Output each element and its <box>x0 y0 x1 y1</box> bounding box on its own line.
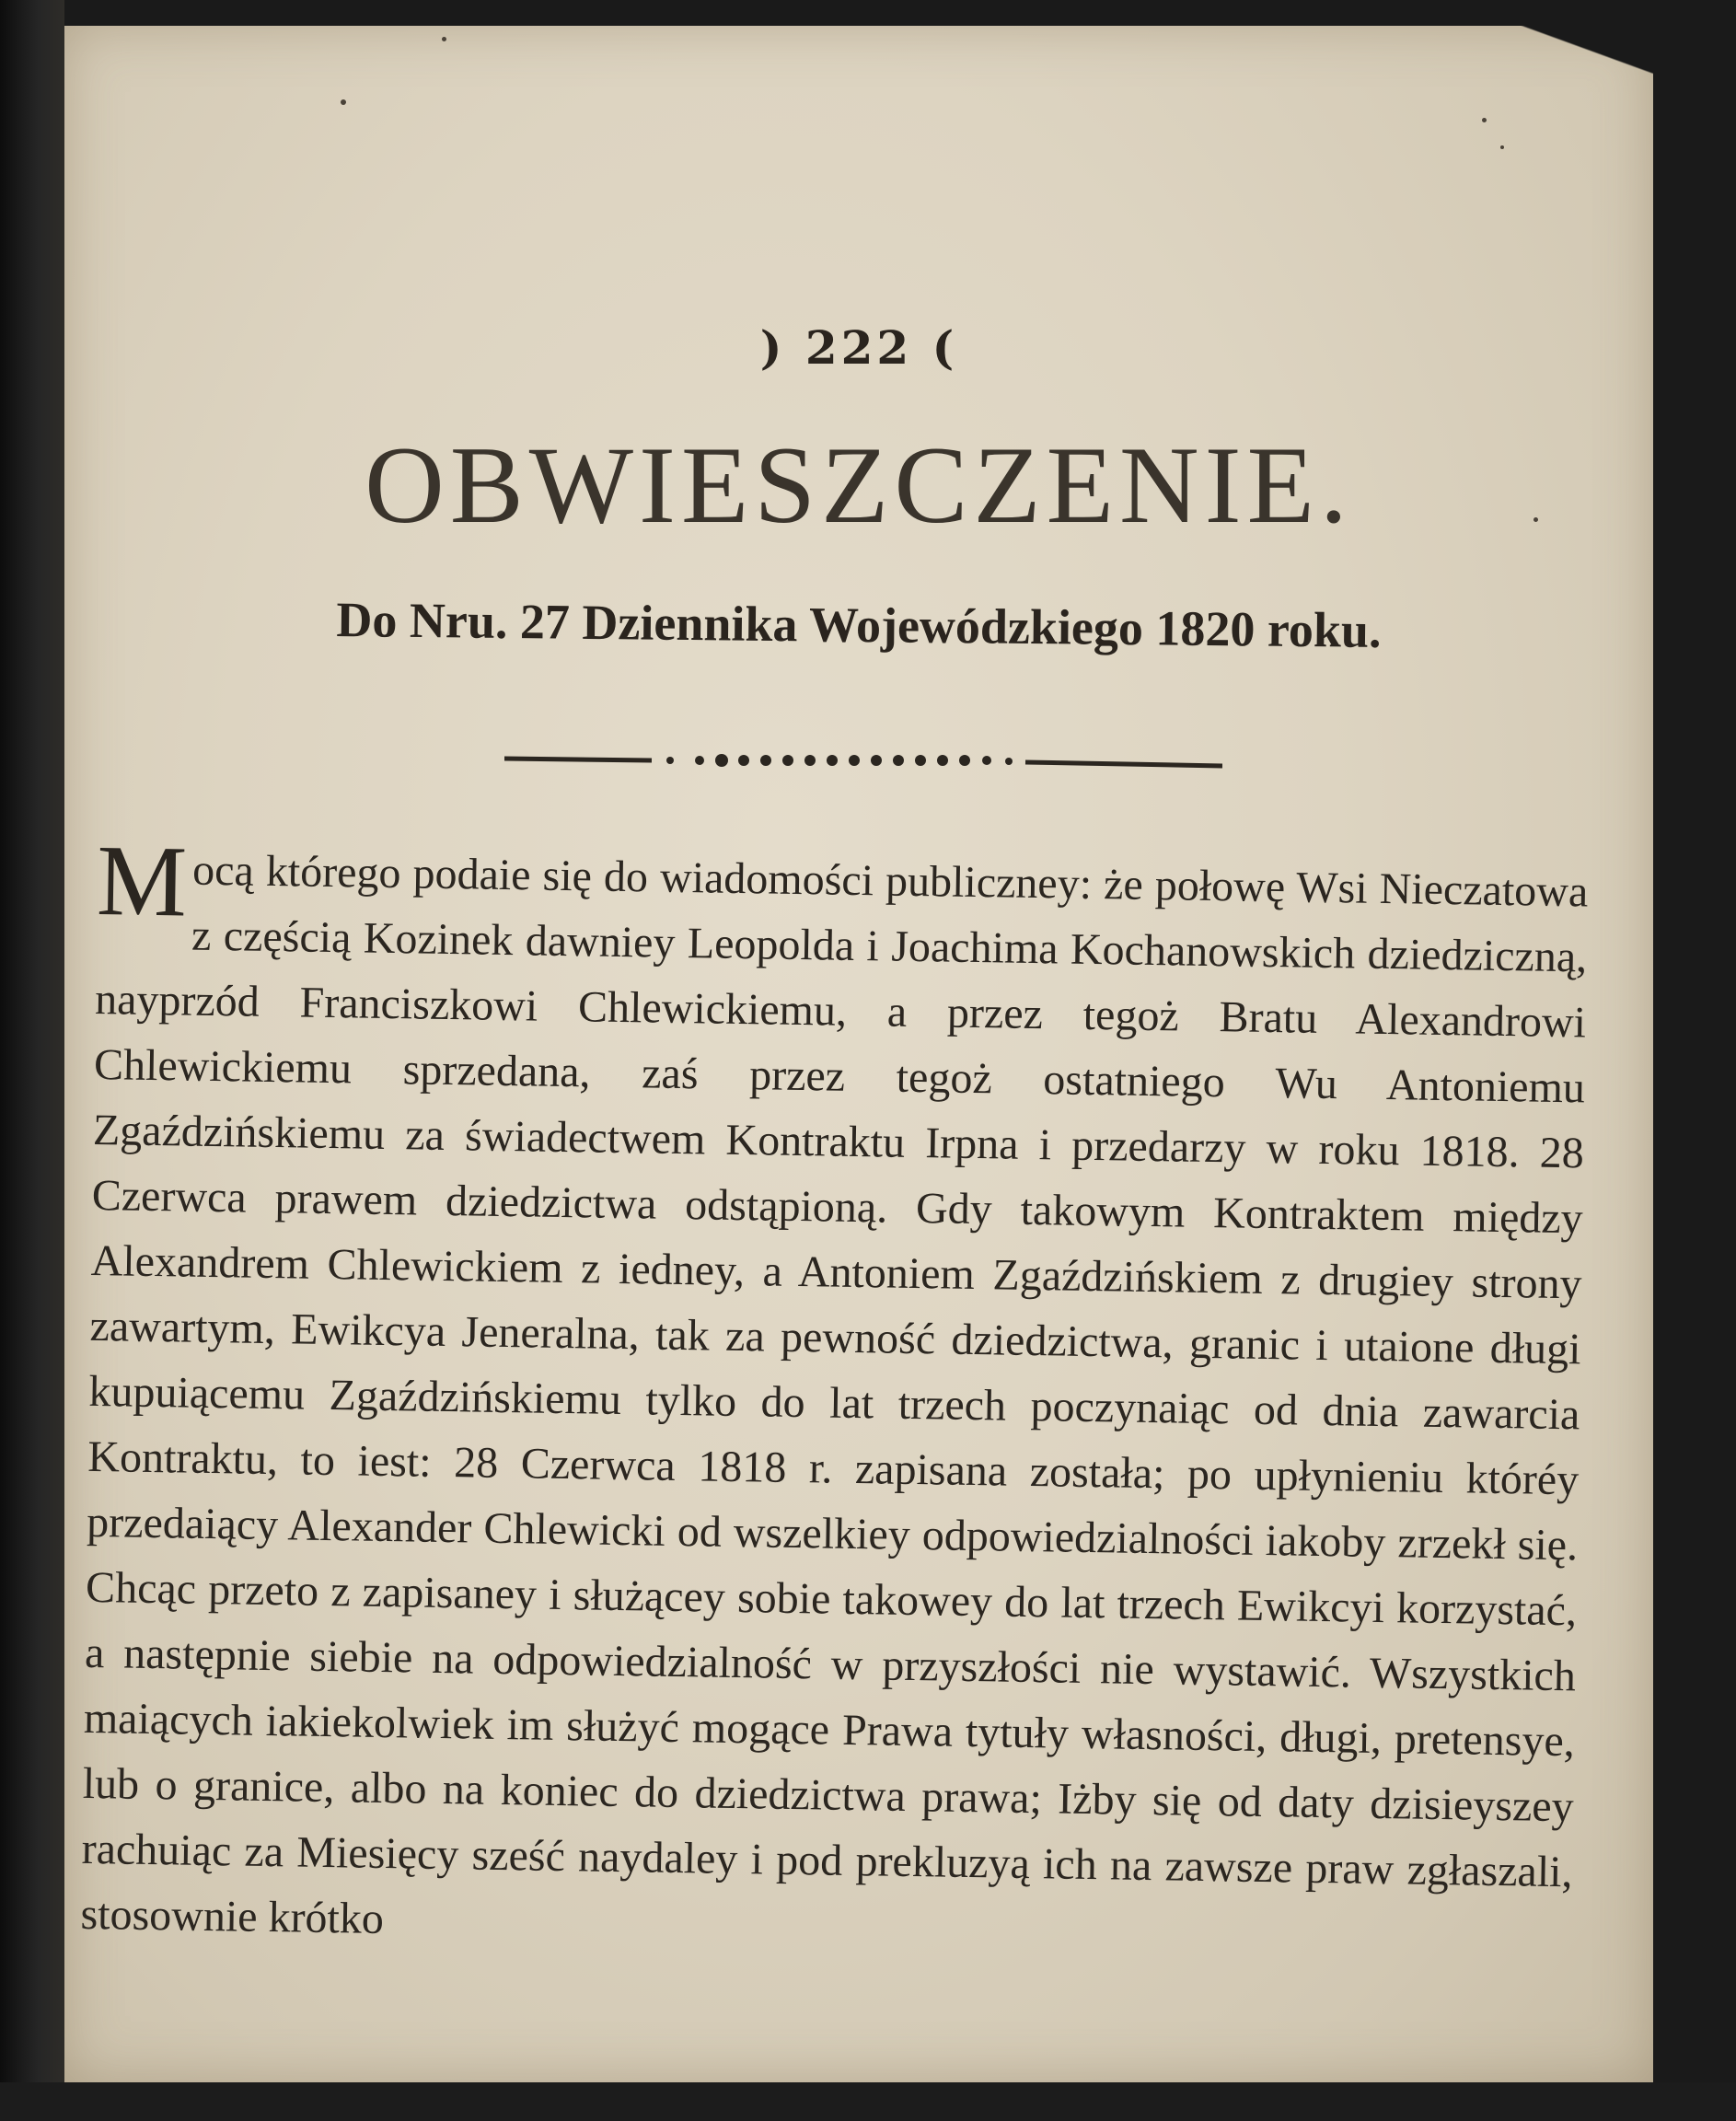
paper-speck <box>442 37 446 41</box>
torn-corner <box>1451 26 1653 109</box>
paper-speck <box>341 99 346 105</box>
paper-speck <box>1500 145 1504 149</box>
drop-cap: M <box>96 824 189 938</box>
document-title: OBWIESZCZENIE. <box>365 423 1353 546</box>
paper-speck <box>1482 118 1487 122</box>
ornament-rule <box>504 742 1222 779</box>
document-page <box>64 26 1653 2082</box>
document-body <box>80 824 1589 1970</box>
document-subtitle: Do Nru. 27 Dziennika Wojewódzkiego 1820 roku. <box>336 592 1382 658</box>
scan-left-margin <box>0 0 64 2121</box>
body-paragraph: ocą którego podaie się do wiadomości publiczney: że połowę Wsi Nieczatowa z częścią Kozinek dawniey Leopolda i Joachima Kochanowskich dziedziczną, nayprzód Franciszkowi Chlewickiemu, a przez tegoż Bratu Alexandrowi Chlewickiemu sprzedana, zaś przez tegoż ostatniego Wu Antoniemu Zgaździńskiemu za świadectwem Kontraktu Irpna i przedarzy w roku 1818. 28 Czerwca prawem dziedzictwa odstąpioną. Gdy takowym Kontraktem między Alexandrem Chlewickiem z iedney, a Antoniem Zgaździńskiem z drugiey strony zawartym, Ewikcya Jeneralna, tak za pewność dziedzictwa, granic i utaione długi kupuiącemu Zgaździńskiemu tylko do lat trzech poczynaiąc od dnia zawarcia Kontraktu, to iest: 28 Czerwca 1818 r. zapisana została; po upłynieniu któréy przedaiący Alexander Chlewicki od wszelkiey odpowiedzialności iakoby zrzekł się. Chcąc przeto z zapisaney i służącey sobie takowey do lat trzech Ewikcyi korzystać, a następnie siebie na odpowiedzialność w przyszłości nie wystawić. Wszystkich maiących iakiekolwiek im służyć mogące Prawa tytuły własności, długi, pretensye, lub o granice, albo na koniec do dziedzictwa prawa; Iżby się od daty dzisieyszey rachuiąc za Miesięcy sześć naydaley i pod prekluzyą ich na zawsze praw zgłaszali, stosownie krótko <box>80 845 1589 1944</box>
page-number: ) 222 ( <box>759 320 958 375</box>
scan-bottom-margin <box>0 2082 1736 2121</box>
